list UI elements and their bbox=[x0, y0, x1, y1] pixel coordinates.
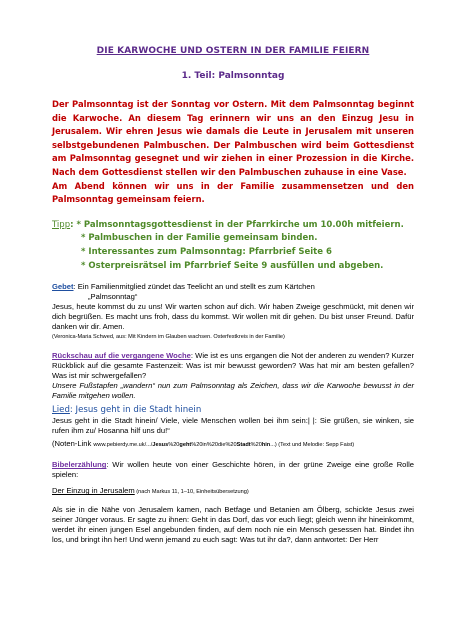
lied-section bbox=[52, 405, 414, 450]
page-subtitle: 1. Teil: Palmsonntag bbox=[181, 71, 285, 81]
intro-paragraph-2: Am Abend können wir uns in der Familie zusammensetzen und den Palmsonntag gemeinsam feiern. bbox=[52, 180, 414, 205]
bibel-story: Als sie in die Nähe von Jerusalem kamen, nach Betfage und Betanien am Ölberg, schickte Jesus zwei seiner Jünger voraus. Er sagte zu ihnen: Geht in das Dorf, das vor euch liegt; gleich wenn ihr hineinkommt, werdet ihr einen jungen Esel angebunden finden, auf dem noch nie ein Mensch gesessen hat. Bindet ihn los, und bringt ihn her! Und wenn jemand zu euch sagt: Was tut ihr da?, dann antwortet: Der Herr bbox=[52, 505, 414, 545]
rueckschau-text: Rückschau auf die vergangene Woche: Wie ist es uns ergangen die Not der anderen zu wenden? Kurzer Rückblick auf die gesamte Fastenzeit: Was ist mir bewusst geworden? Was hat mir am besten gefallen? Was ist mir schwergefallen? bbox=[52, 351, 414, 381]
bibel-intro: Bibelerzählung: Wir wollen heute von einer Geschichte hören, in der grüne Zweige eine große Rolle spielen: bbox=[52, 460, 414, 480]
rueckschau-section bbox=[52, 351, 414, 401]
rueckschau-italic: Unsere Fußstapfen „wandern“ nun zum Palmsonntag als Zeichen, dass wir die Karwoche bewusst in der Familie mitgehen wollen. bbox=[52, 381, 414, 401]
rueckschau-label: Rückschau auf die vergangene Woche bbox=[52, 351, 191, 361]
bibel-heading: Der Einzug in Jerusalem bbox=[52, 486, 135, 496]
gebet-label: Gebet bbox=[52, 282, 74, 292]
lied-link-line: (Noten-Link www.pebierdy.me.uk/.../Jesus%20geht%20in%20die%20Stadt%20hin...) (Text und Melodie: Sepp Faist) bbox=[52, 439, 355, 449]
document-page bbox=[52, 46, 414, 545]
gebet-source: (Veronica-Maria Schwed, aus: Mit Kindern im Glauben wachsen. Osterfestkreis in der Familie) bbox=[52, 334, 285, 341]
tipp-item: * Palmbuschen in der Familie gemeinsam binden. bbox=[81, 233, 318, 244]
tipp-item: * Interessantes zum Palmsonntag: Pfarrbrief Seite 6 bbox=[81, 246, 332, 257]
gebet-intro: Gebet: Ein Familienmitglied zündet das Teelicht an und stellt es zum Kärtchen bbox=[52, 282, 315, 292]
gebet-section bbox=[52, 282, 414, 342]
tipp-item: * Osterpreisrätsel im Pfarrbrief Seite 9 ausfüllen und abgeben. bbox=[81, 260, 384, 271]
noten-link[interactable]: www.pebierdy.me.uk/.../Jesus%20geht%20in%20die%20Stadt%20hin...) bbox=[93, 442, 277, 449]
page-title: DIE KARWOCHE UND OSTERN IN DER FAMILIE FEIERN bbox=[96, 46, 370, 56]
bibel-label: Bibelerzählung bbox=[52, 460, 107, 470]
tipp-line-1: Tipp: * Palmsonntagsgottesdienst in der Pfarrkirche um 10.00h mitfeiern. bbox=[52, 219, 404, 230]
bibel-heading-line: Der Einzug in Jerusalem (nach Markus 11, 1–10, Einheitsübersetzung) bbox=[52, 486, 249, 496]
intro-paragraph-1: Der Palmsonntag ist der Sonntag vor Ostern. Mit dem Palmsonntag beginnt die Karwoche. An diesem Tag erinnern wir uns an den Einzug Jesu in Jerusalem. Wir ehren Jesus wie damals die Leute in Jerusalem mit unseren selbstgebundenen Palmbuschen. Der Palmbuschen wird beim Gottesdienst am Palmsonntag gesegnet und wir ziehen in einer Prozession in die Kirche. Nach dem Gottesdienst stellen wir den Palmbuschen zuhause in eine Vase. bbox=[52, 99, 414, 177]
tipp-label: Tipp bbox=[52, 219, 71, 230]
lied-label: Lied bbox=[52, 405, 70, 416]
bibel-section bbox=[52, 460, 414, 545]
lied-text: Jesus geht in die Stadt hinein/ Viele, viele Menschen wollen bei ihm sein:| |: Sie grüßen, sie winken, sie rufen ihm zu/ Hosanna hilf uns du!“ bbox=[52, 416, 414, 436]
intro-section bbox=[52, 98, 414, 207]
tipp-section bbox=[52, 219, 414, 273]
gebet-prayer: Jesus, heute kommst du zu uns! Wir warten schon auf dich. Wir haben Zweige geschmückt, mit denen wir dich begrüßen. Es macht uns froh, dass du kommst. Wir wollen mit dir gehen. Du bist unser Freund. Dafür danken wir dir. Amen. bbox=[52, 302, 414, 332]
gebet-card-name: „Palmsonntag“ bbox=[88, 292, 138, 302]
lied-heading: Lied: Jesus geht in die Stadt hinein bbox=[52, 405, 202, 416]
tipp-item: * Palmsonntagsgottesdienst in der Pfarrkirche um 10.00h mitfeiern. bbox=[76, 219, 404, 230]
